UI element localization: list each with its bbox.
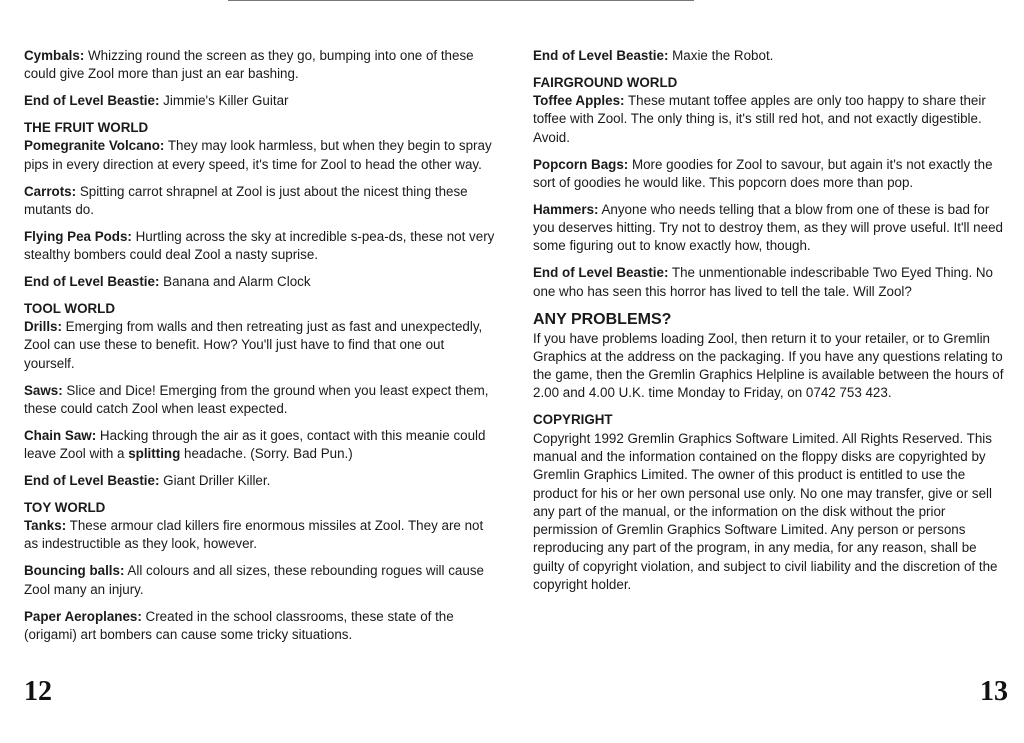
entry-beastie-robot [533, 47, 1009, 65]
entry-text: All colours and all sizes, these rebounding rogues will cause Zool many an injury. [24, 563, 484, 597]
entry-text: These armour clad killers fire enormous missiles at Zool. They are not as indestructible as they look, however. [24, 518, 484, 552]
section-fruit-world [24, 119, 498, 174]
entry-beastie-two-eyed [533, 264, 1009, 301]
entry-cymbals [24, 47, 498, 84]
entry-term: End of Level Beastie: [533, 48, 669, 63]
entry-text: These mutant toffee apples are only too happy to share their toffee with Zool. The only thing is, it's still red hot, and not exactly digestible. Avoid. [533, 93, 986, 145]
emphasis-word: splitting [128, 446, 181, 462]
entry-term: Chain Saw: [24, 427, 97, 443]
entry-term: Tanks: [24, 518, 67, 534]
section-heading: TOY WORLD [24, 499, 106, 515]
section-heading: THE FRUIT WORLD [24, 120, 149, 136]
entry-text: Created in the school classrooms, these state of the (origami) art bombers can cause some tricky situations. [24, 608, 454, 642]
entry-text: Hurtling across the sky at incredible s-pea-ds, these not very stealthy bombers could deal Zool a nasty suprise. [24, 228, 495, 263]
entry-beastie-banana [24, 273, 498, 291]
entry-hammers [533, 201, 1009, 256]
section-heading: ANY PROBLEMS? [533, 310, 672, 328]
entry-text: headache. (Sorry. Bad Pun.) [180, 446, 353, 462]
entry-text: Jimmie's Killer Guitar [159, 93, 289, 109]
entry-chain-saw [24, 427, 498, 464]
entry-term: End of Level Beastie: [533, 265, 669, 281]
entry-text: Emerging from walls and then retreating just as fast and unexpectedly, Zool can use these to benefit. How? You'll just have to find that one out yourself. [24, 319, 483, 371]
section-heading: COPYRIGHT [533, 412, 613, 428]
section-heading: TOOL WORLD [24, 300, 116, 316]
entry-text: Banana and Alarm Clock [159, 273, 311, 289]
entry-text: Hacking through the air as it goes, contact with this meanie could leave Zool with a [24, 427, 486, 462]
entry-carrots [24, 183, 498, 220]
top-rule [228, 0, 694, 1]
entry-paper-aeroplanes [24, 608, 498, 645]
entry-text: Anyone who needs telling that a blow from one of these is bad for you deserves hitting. Try not to destroy them, as they will prove useful. It'll need some figuring out to know exactly how, though. [533, 201, 1003, 254]
section-text: Copyright 1992 Gremlin Graphics Software Limited. All Rights Reserved. This manual and the information contained on the floppy disks are copyrighted by Gremlin Graphics Limited. The owner of this product is entitled to use the product for his or her own personal use only. No one may transfer, give or sell any part of the manual, or the information on the disk without the prior permission of Gremlin Graphics Software Limited. Any person or persons reproducing any part of the program, in any media, for any reason, shall be guilty of copyright violation, and subject to civil liability and the discretion of the copyright holder. [533, 430, 998, 592]
section-any-problems [533, 310, 1009, 403]
section-fairground-world [533, 74, 1009, 147]
entry-beastie-driller [24, 472, 498, 490]
entry-text: Slice and Dice! Emerging from the ground when you least expect them, these could catch Zool when least expected. [24, 382, 489, 416]
section-text: If you have problems loading Zool, then return it to your retailer, or to Gremlin Graphics at the address on the packaging. If you have any questions relating to the game, then the Gremlin Graphics Helpline is available between the hours of 2.00 and 4.00 U.K. time Monday to Friday, on 0742 753 423. [533, 330, 1004, 401]
entry-term: Flying Pea Pods: [24, 228, 132, 244]
entry-term: Cymbals: [24, 48, 85, 63]
entry-text: They may look harmless, but when they begin to spray pips in every direction at every speed, it's time for Zool to head the other way. [24, 138, 492, 172]
entry-text: The unmentionable indescribable Two Eyed Thing. No one who has seen this horror has lived to tell the tale. Will Zool? [533, 265, 993, 299]
section-heading: FAIRGROUND WORLD [533, 74, 678, 90]
entry-term: End of Level Beastie: [24, 472, 160, 488]
entry-saws [24, 382, 498, 419]
entry-term: Toffee Apples: [533, 93, 625, 109]
page-number-left: 12 [24, 676, 52, 707]
entry-term: Carrots: [24, 183, 77, 199]
entry-popcorn-bags [533, 156, 1009, 193]
section-tool-world [24, 300, 498, 373]
section-copyright [533, 411, 1009, 594]
entry-term: Drills: [24, 319, 62, 335]
entry-pea-pods [24, 228, 498, 265]
entry-term: Saws: [24, 382, 63, 398]
entry-text: Spitting carrot shrapnel at Zool is just about the nicest thing these mutants do. [24, 183, 468, 217]
entry-term: Pomegranite Volcano: [24, 138, 165, 154]
entry-text: Giant Driller Killer. [159, 472, 271, 488]
entry-term: Bouncing balls: [24, 563, 125, 579]
entry-term: Paper Aeroplanes: [24, 608, 142, 624]
entry-beastie-guitar [24, 92, 498, 110]
entry-bouncing-balls [24, 562, 498, 599]
entry-term: Hammers: [533, 201, 599, 217]
section-toy-world [24, 499, 498, 554]
entry-text: Maxie the Robot. [668, 48, 774, 63]
entry-text: Whizzing round the screen as they go, bumping into one of these could give Zool more than just an ear bashing. [24, 48, 474, 82]
entry-text: More goodies for Zool to savour, but again it's not exactly the sort of goodies he would like. This popcorn does more than pop. [533, 156, 993, 190]
entry-term: End of Level Beastie: [24, 273, 160, 289]
left-page-column [24, 47, 498, 653]
page-number-right: 13 [980, 676, 1008, 707]
entry-term: End of Level Beastie: [24, 93, 160, 109]
entry-term: Popcorn Bags: [533, 156, 629, 172]
right-page-column [533, 47, 1009, 603]
